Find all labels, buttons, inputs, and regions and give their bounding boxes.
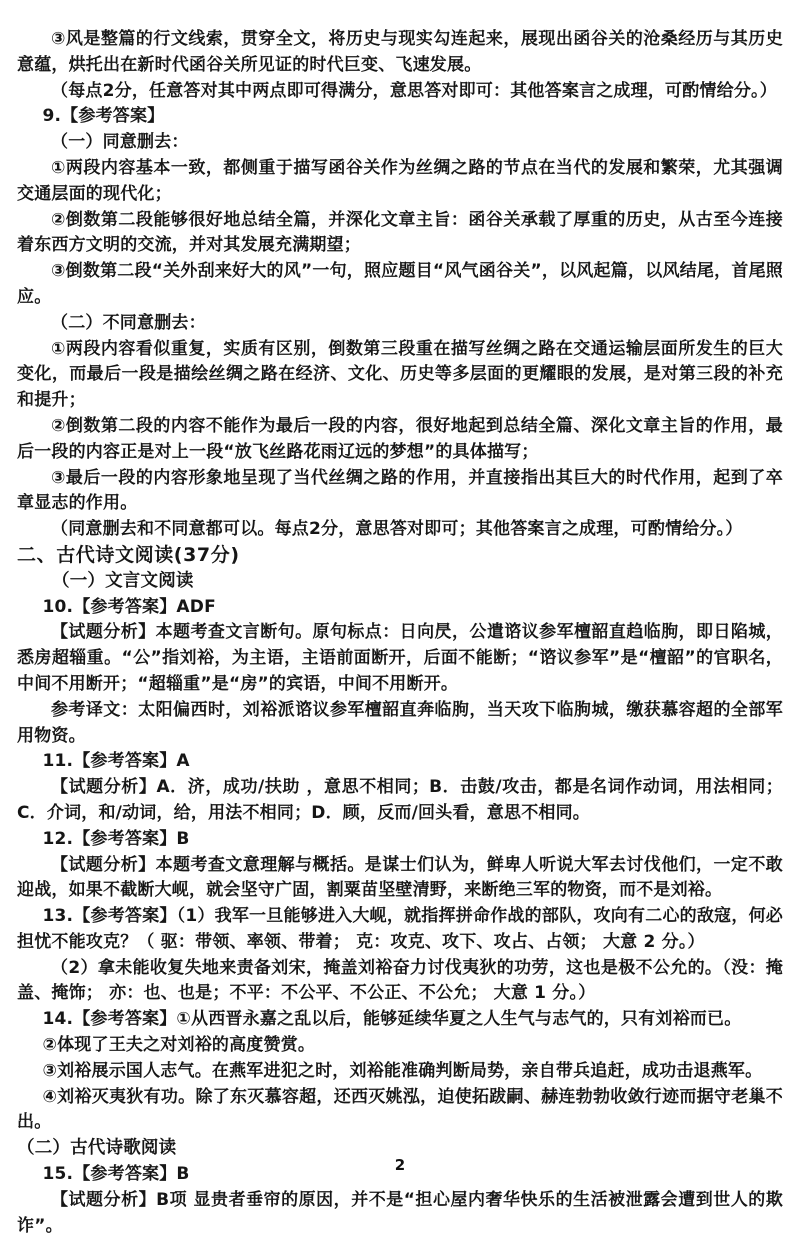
paragraph-line: ①两段内容看似重复，实质有区别，倒数第三段重在描写丝绸之路在交通运输层面所发生的巨大变化，而最后一段是描绘丝绸之路在经济、文化、历史等多层面的更耀眼的发展，是对第三段的补充和提升； xyxy=(17,338,783,411)
paragraph-line: ②倒数第二段的内容不能作为最后一段的内容，很好地起到总结全篇、深化文章主旨的作用，最后一段的内容正是对上一段“放飞丝路花雨辽远的梦想”的具体描写； xyxy=(17,415,783,462)
paragraph-line: 【试题分析】本题考查文言断句。原句标点：日向昃，公遣谘议参军檀韶直趋临朐，即日陷城，悉房超辎重。“公”指刘裕，为主语，主语前面断开，后面不能断；“谘议参军”是“檀韶”的官职名，中间不用断开；“超辎重”是“房”的宾语，中间不用断开。 xyxy=(17,622,783,694)
paragraph-line: 9.【参考答案】 xyxy=(42,106,165,127)
paragraph-line: 【试题分析】B项 显贵者垂帘的原因，并不是“担心屋内奢华快乐的生活被泄露会遭到世人的欺诈”。 xyxy=(17,1189,783,1236)
paragraph-line: （二）不同意删去： xyxy=(51,312,206,333)
paragraph-line: ①两段内容基本一致，都侧重于描写函谷关作为丝绸之路的节点在当代的发展和繁荣，尤其强调交通层面的现代化； xyxy=(17,157,783,204)
page-number: 2 xyxy=(394,1156,406,1174)
paragraph-line: 15.【参考答案】B xyxy=(42,1164,190,1185)
paragraph-line: （2）拿未能收复失地来责备刘宋，掩盖刘裕奋力讨伐夷狄的功劳，这也是极不公允的。（没：掩盖、掩饰； 亦：也、也是；不平：不公平、不公正、不公允； 大意 1 分。） xyxy=(17,957,783,1004)
paragraph-line: （二）古代诗歌阅读 xyxy=(17,1138,177,1159)
paragraph-line: ③倒数第二段“关外刮来好大的风”一句，照应题目“风气函谷关”，以风起篇，以风结尾，首尾照应。 xyxy=(17,261,783,307)
paragraph-line: 14.【参考答案】①从西晋永嘉之乱以后，能够延续华夏之人生气与志气的，只有刘裕而已。 xyxy=(42,1009,742,1030)
paragraph-line: ④刘裕灭夷狄有功。除了东灭慕容超，还西灭姚泓，迫使拓跋嗣、赫连勃勃收敛行迹而据守老巢不出。 xyxy=(17,1086,783,1133)
paragraph-line: 【试题分析】本题考查文意理解与概括。是谋士们认为，鲜卑人听说大军去讨伐他们，一定不敢迎战，如果不截断大岘，就会坚守广固，割粟苗坚壁清野，来断绝三军的物资，而不是刘裕。 xyxy=(17,854,783,901)
paragraph-line: 二、古代诗文阅读(37分) xyxy=(17,543,240,566)
paragraph-line: ③最后一段的内容形象地呈现了当代丝绸之路的作用，并直接指出其巨大的时代作用，起到了卒章显志的作用。 xyxy=(17,467,783,514)
paragraph-line: 参考译文：太阳偏西时，刘裕派谘议参军檀韶直奔临朐，当天攻下临朐城，缴获慕容超的全部军用物资。 xyxy=(17,699,783,746)
paragraph-line: （一）文言文阅读 xyxy=(52,570,194,591)
paragraph-line: 【试题分析】A．济，成功/扶助 ，意思不相同；B．击鼓/攻击，都是名词作动词，用法相同；C．介词，和/动词，给，用法不相同；D．顾，反而/回头看，意思不相同。 xyxy=(17,777,783,823)
paragraph-line: （一）同意删去： xyxy=(51,132,189,153)
answer-sheet-body xyxy=(17,27,783,1239)
paragraph-line: ③刘裕展示国人志气。在燕军进犯之时，刘裕能准确判断局势，亲自带兵追赶，成功击退燕军。 xyxy=(42,1060,763,1081)
paragraph-line: （同意删去和不同意都可以。每点2分，意思答对即可；其他答案言之成理，可酌情给分。） xyxy=(51,519,743,540)
paragraph-line: ③风是整篇的行文线索，贯穿全文，将历史与现实勾连起来，展现出函谷关的沧桑经历与其历史意蕴，烘托出在新时代函谷关所见证的时代巨变、飞速发展。 xyxy=(17,29,783,75)
paragraph-line: 10.【参考答案】ADF xyxy=(42,596,216,617)
paragraph-line: ②倒数第二段能够很好地总结全篇，并深化文章主旨：函谷关承载了厚重的历史，从古至今连接着东西方文明的交流，并对其发展充满期望； xyxy=(17,209,783,256)
paragraph-line: 11.【参考答案】A xyxy=(42,751,190,772)
paragraph-line: 13.【参考答案】（1）我军一旦能够进入大岘，就指挥拼命作战的部队，攻向有二心的敌寇，何必担忧不能攻克？（ 驱：带领、率领、带着； 克：攻克、攻下、攻占、占领； 大意 2 分。） xyxy=(17,906,783,952)
paragraph-line: 12.【参考答案】B xyxy=(42,828,190,849)
paragraph-line: ②体现了王夫之对刘裕的高度赞赏。 xyxy=(42,1035,316,1056)
paragraph-line: （每点2分，任意答对其中两点即可得满分，意思答对即可：其他答案言之成理，可酌情给分。） xyxy=(51,80,777,101)
